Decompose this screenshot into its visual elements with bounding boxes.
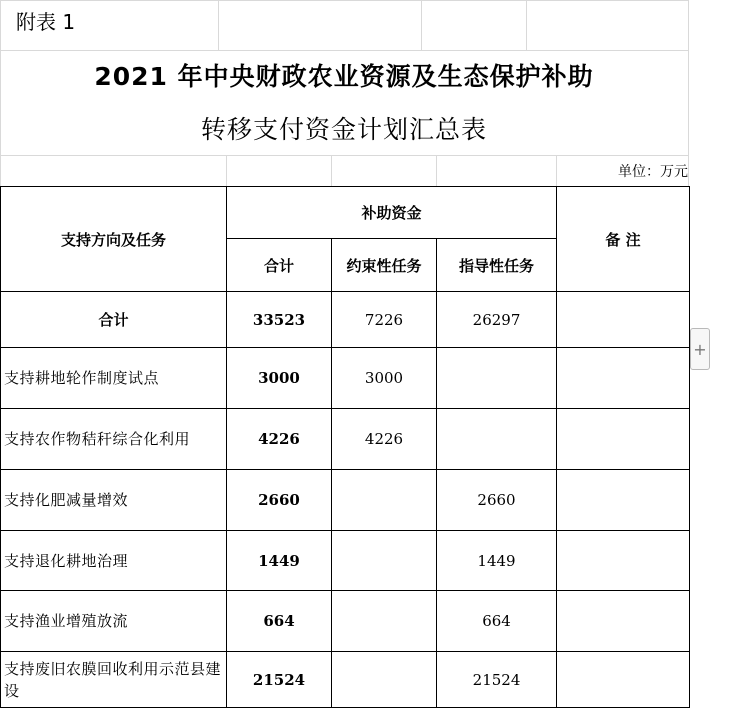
gridline [0, 155, 689, 156]
table-row [1, 348, 690, 409]
gridline [688, 0, 689, 186]
guiding-cell[interactable]: 21524 [437, 652, 557, 708]
gridline [218, 0, 219, 50]
total-cell[interactable]: 664 [227, 591, 332, 652]
total-cell[interactable]: 4226 [227, 409, 332, 470]
row-name-cell[interactable]: 支持农作物秸秆综合化利用 [1, 409, 227, 470]
gridline [556, 155, 557, 186]
total-cell[interactable]: 21524 [227, 652, 332, 708]
table-row [1, 591, 690, 652]
row-name-cell[interactable]: 支持退化耕地治理 [1, 531, 227, 591]
gridline [0, 0, 689, 1]
table-row [1, 409, 690, 470]
row-name-cell[interactable]: 合计 [1, 292, 227, 348]
row-name-cell[interactable]: 支持化肥减量增效 [1, 470, 227, 531]
guiding-cell[interactable]: 1449 [437, 531, 557, 591]
table-row [1, 470, 690, 531]
table-title-line2: 转移支付资金计划汇总表 [200, 115, 487, 144]
remark-cell[interactable] [557, 652, 690, 708]
row-name-cell[interactable]: 支持耕地轮作制度试点 [1, 348, 227, 409]
binding-cell[interactable]: 3000 [332, 348, 437, 409]
gridline [226, 155, 227, 186]
total-cell[interactable]: 33523 [227, 292, 332, 348]
funding-summary-table [0, 186, 690, 708]
total-cell[interactable]: 1449 [227, 531, 332, 591]
gridline [331, 155, 332, 186]
gridline [436, 155, 437, 186]
remark-cell[interactable] [557, 470, 690, 531]
remark-cell[interactable] [557, 292, 690, 348]
binding-cell[interactable] [332, 531, 437, 591]
guiding-cell[interactable] [437, 409, 557, 470]
header-remark[interactable]: 备 注 [557, 187, 690, 292]
gridline [421, 0, 422, 50]
guiding-cell[interactable]: 26297 [437, 292, 557, 348]
header-binding[interactable]: 约束性任务 [332, 239, 437, 292]
header-guiding[interactable]: 指导性任务 [437, 239, 557, 292]
appendix-label: 附表 1 [16, 10, 76, 34]
binding-cell[interactable] [332, 591, 437, 652]
remark-cell[interactable] [557, 591, 690, 652]
total-cell[interactable]: 3000 [227, 348, 332, 409]
header-funds[interactable]: 补助资金 [227, 187, 557, 239]
guiding-cell[interactable] [437, 348, 557, 409]
gridline [0, 0, 1, 186]
header-direction[interactable]: 支持方向及任务 [1, 187, 227, 292]
add-sheet-button[interactable] [690, 328, 710, 370]
gridline [526, 0, 527, 50]
row-name-cell[interactable]: 支持渔业增殖放流 [1, 591, 227, 652]
table-row [1, 292, 690, 348]
plus-icon: + [693, 339, 707, 359]
unit-label: 单位：万元 [618, 164, 688, 180]
remark-cell[interactable] [557, 348, 690, 409]
remark-cell[interactable] [557, 531, 690, 591]
table-title-line1: 2021 年中央财政农业资源及生态保护补助 [94, 62, 594, 91]
table-row [1, 531, 690, 591]
binding-cell[interactable] [332, 652, 437, 708]
gridline [0, 50, 689, 51]
table-row [1, 652, 690, 708]
binding-cell[interactable] [332, 470, 437, 531]
binding-cell[interactable]: 7226 [332, 292, 437, 348]
header-total[interactable]: 合计 [227, 239, 332, 292]
guiding-cell[interactable]: 664 [437, 591, 557, 652]
remark-cell[interactable] [557, 409, 690, 470]
binding-cell[interactable]: 4226 [332, 409, 437, 470]
row-name-cell[interactable]: 支持废旧农膜回收利用示范县建设 [1, 652, 227, 708]
guiding-cell[interactable]: 2660 [437, 470, 557, 531]
total-cell[interactable]: 2660 [227, 470, 332, 531]
